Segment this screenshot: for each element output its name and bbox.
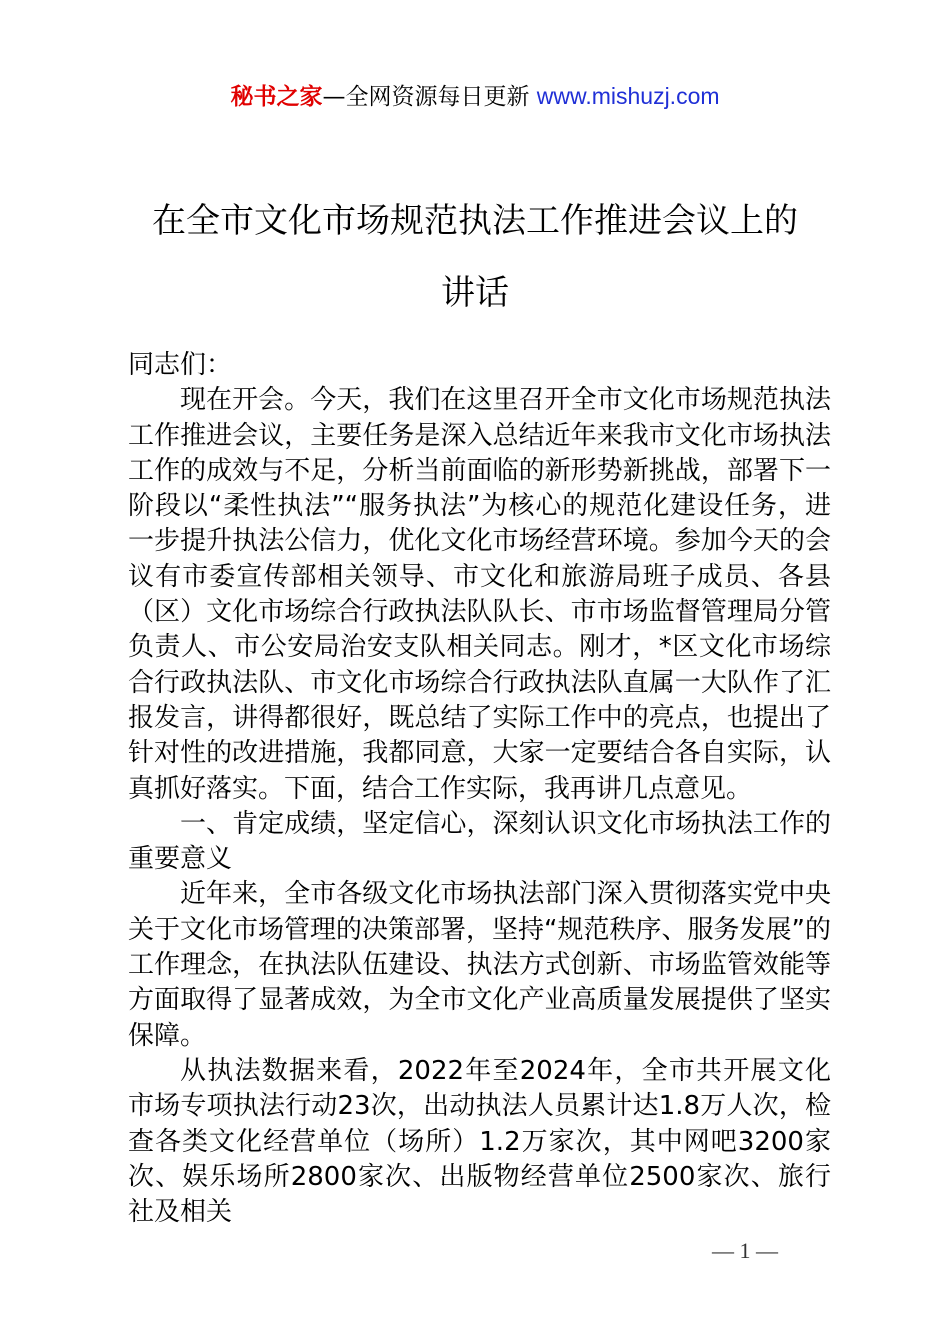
site-url-link[interactable]: www.mishuzj.com xyxy=(536,83,720,109)
document-title-line-2: 讲话 xyxy=(441,273,509,313)
document-title xyxy=(120,185,830,329)
salutation: 同志们： xyxy=(128,350,233,380)
page-number: — 1 — xyxy=(712,1238,778,1263)
paragraph-opening: 现在开会。今天，我们在这里召开全市文化市场规范执法工作推进会议，主要任务是深入总结近年来我市文化市场执法工作的成效与不足，分析当前面临的新形势新挑战，部署下一阶段以“柔性执法”“服务执法”为核心的规范化建设任务，进一步提升执法公信力，优化文化市场经营环境。参加今天的会议有市委宣传部相关领导、市文化和旅游局班子成员、各县（区）文化市场综合行政执法队队长、市市场监督管理局分管负责人、市公安局治安支队相关同志。刚才，*区文化市场综合行政执法队、市文化市场综合行政执法队直属一大队作了汇报发言，讲得都很好，既总结了实际工作中的亮点，也提出了针对性的改进措施，我都同意，大家一定要结合各自实际，认真抓好落实。下面，结合工作实际，我再讲几点意见。 xyxy=(128,385,831,804)
document-body xyxy=(128,348,831,1230)
site-brand: 秘书之家 xyxy=(230,84,323,110)
section-heading-1: 一、肯定成绩，坚定信心，深刻认识文化市场执法工作的重要意义 xyxy=(128,808,831,875)
document-title-line-1: 在全市文化市场规范执法工作推进会议上的 xyxy=(152,201,798,241)
paragraph-achievements: 近年来，全市各级文化市场执法部门深入贯彻落实党中央关于文化市场管理的决策部署，坚持“规范秩序、服务发展”的工作理念，在执法队伍建设、执法方式创新、市场监管效能等方面取得了显著成效，为全市文化产业高质量发展提供了坚实保障。 xyxy=(128,879,831,1051)
site-tagline: —全网资源每日更新 xyxy=(322,84,537,110)
site-banner xyxy=(0,80,950,113)
paragraph-statistics: 从执法数据来看，2022年至2024年，全市共开展文化市场专项执法行动23次，出动执法人员累计达1.8万人次，检查各类文化经营单位（场所）1.2万家次，其中网吧3200家次、娱乐场所2800家次、出版物经营单位2500家次、旅行社及相关 xyxy=(128,1055,831,1228)
